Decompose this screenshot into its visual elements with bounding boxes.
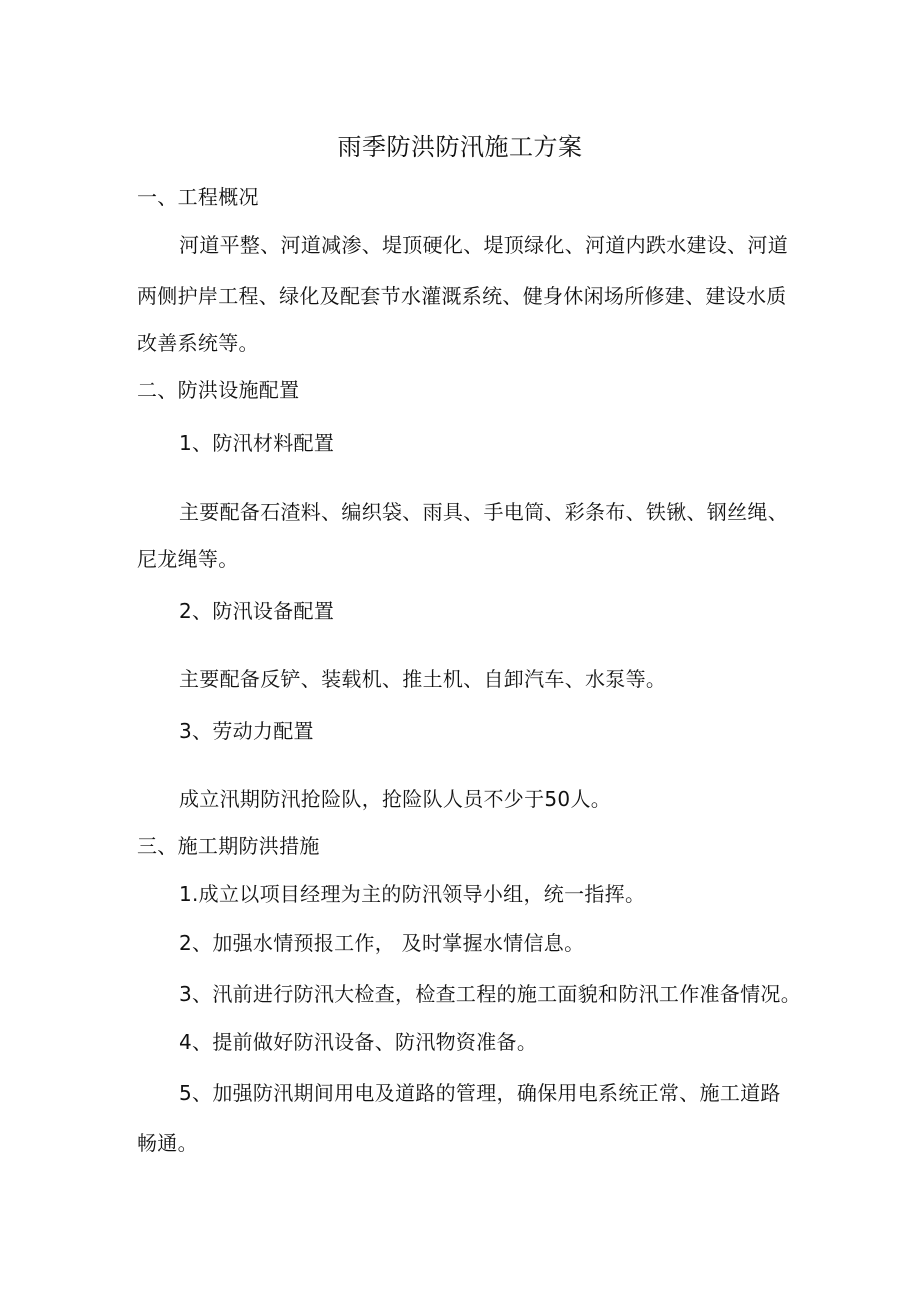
overview-paragraph-line-2: 两侧护岸工程、绿化及配套节水灌溉系统、健身休闲场所修建、建设水质 <box>137 284 787 308</box>
subheading-labor: 3、劳动力配置 <box>179 719 314 743</box>
measure-item-2: 2、加强水情预报工作， 及时掌握水情信息。 <box>179 931 585 955</box>
subheading-materials: 1、防汛材料配置 <box>179 431 335 455</box>
measure-item-1: 1.成立以项目经理为主的防汛领导小组，统一指挥。 <box>179 882 646 906</box>
measure-item-4: 4、提前做好防汛设备、防汛物资准备。 <box>179 1030 538 1054</box>
section-heading-overview: 一、工程概况 <box>137 185 259 209</box>
materials-paragraph-line-1: 主要配备石渣料、编织袋、雨具、手电筒、彩条布、铁锹、钢丝绳、 <box>179 500 788 524</box>
section-heading-measures: 三、施工期防洪措施 <box>137 834 320 858</box>
overview-paragraph-line-3: 改善系统等。 <box>137 331 259 355</box>
overview-paragraph-line-1: 河道平整、河道减渗、堤顶硬化、堤顶绿化、河道内跌水建设、河道 <box>179 233 788 257</box>
equipment-paragraph: 主要配备反铲、装载机、推土机、自卸汽车、水泵等。 <box>179 667 667 691</box>
labor-paragraph: 成立汛期防汛抢险队，抢险队人员不少于50人。 <box>179 787 612 811</box>
document-title: 雨季防洪防汛施工方案 <box>337 133 583 161</box>
measure-item-3: 3、汛前进行防汛大检查，检查工程的施工面貌和防汛工作准备情况。 <box>179 982 802 1006</box>
materials-paragraph-line-2: 尼龙绳等。 <box>137 547 239 571</box>
measure-item-5-line-1: 5、加强防汛期间用电及道路的管理，确保用电系统正常、施工道路 <box>179 1081 781 1105</box>
measure-item-5-line-2: 畅通。 <box>137 1131 198 1155</box>
section-heading-facilities: 二、防洪设施配置 <box>137 378 300 402</box>
subheading-equipment: 2、防汛设备配置 <box>179 599 335 623</box>
